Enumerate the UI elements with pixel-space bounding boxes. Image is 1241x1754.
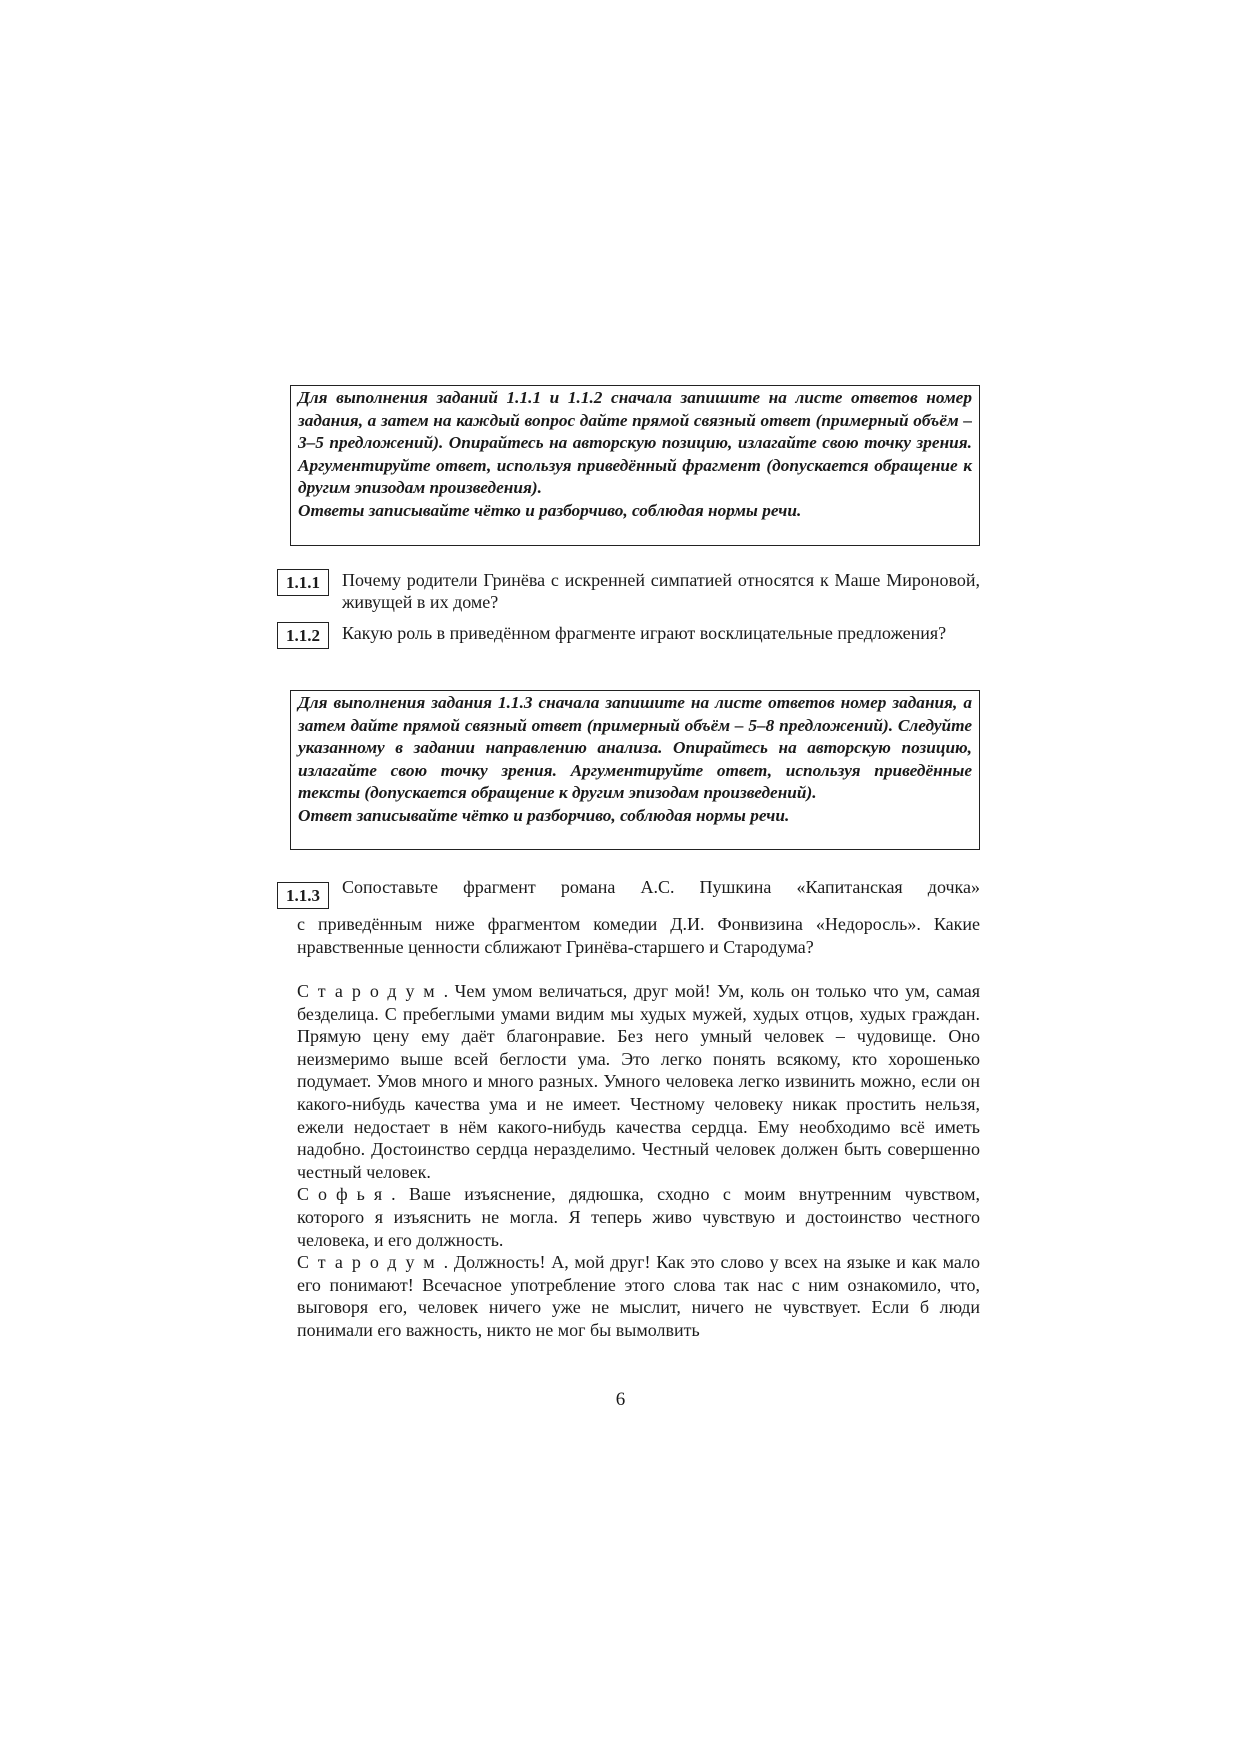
task-number-badge: 1.1.2 [277, 622, 329, 649]
task-number-badge: 1.1.1 [277, 569, 329, 596]
task-question: Какую роль в приведённом фрагменте играют восклицательные предложения? [342, 623, 947, 643]
instruction-box-2 [290, 690, 980, 850]
task-1-1-1 [277, 569, 980, 613]
speaker-name: Софья [297, 1184, 392, 1205]
task-question: Сопоставьте фрагмент романа А.С. Пушкина «Капитанская дочка» [342, 877, 980, 897]
task-1-1-3 [277, 876, 980, 905]
dialogue-line [297, 980, 980, 1183]
page-number: 6 [615, 1389, 626, 1410]
task-question-continuation: с приведённым ниже фрагментом комедии Д.И. Фонвизина «Недоросль». Какие нравственные ценности сближают Гринёва-старшего и Стародума? [297, 914, 980, 957]
task-number-badge: 1.1.3 [277, 882, 329, 909]
literary-excerpt [297, 980, 980, 1342]
instruction-text: Для выполнения задания 1.1.3 сначала запишите на листе ответов номер задания, а затем дайте прямой связный ответ (примерный объём – 5–8 предложений). Следуйте указанному в задании направлению анализа. Опирайтесь на авторскую позицию, излагайте свою точку зрения. Аргументируйте ответ, используя приведённые тексты (допускается обращение к другим эпизодам произведений). [298, 693, 972, 803]
speaker-name: Стародум [297, 981, 444, 1001]
task-question: Почему родители Гринёва с искренней симпатией относятся к Маше Мироновой, живущей в их доме? [342, 570, 980, 612]
instruction-text: Для выполнения заданий 1.1.1 и 1.1.2 сначала запишите на листе ответов номер задания, а затем на каждый вопрос дайте прямой связный ответ (примерный объём – 3–5 предложений). Опирайтесь на авторскую позицию, излагайте свою точку зрения. Аргументируйте ответ, используя приведённый фрагмент (допускается обращение к другим эпизодам произведения). [298, 388, 972, 498]
instruction-box-1 [290, 385, 980, 546]
instruction-note: Ответ записывайте чётко и разборчиво, соблюдая нормы речи. [298, 805, 790, 825]
dialogue-line [297, 1251, 980, 1341]
dialogue-line [297, 1183, 980, 1251]
speaker-text: . Должность! А, мой друг! Как это слово у всех на языке и как мало его понимают! Всечасное употребление этого слова так нас с ним ознакомило, что, выговоря его, человек ничего уже не мыслит, ничего не чувствует. Если б люди понимали его важность, никто не мог бы вымолвить [297, 1252, 980, 1340]
instruction-note: Ответы записывайте чётко и разборчиво, соблюдая нормы речи. [298, 500, 802, 520]
speaker-text: . Ваше изъяснение, дядюшка, сходно с моим внутренним чувством, которого я изъяснить не могла. Я теперь живо чувствую и достоинство честного человека, и его должность. [297, 1184, 980, 1250]
speaker-name: Стародум [297, 1252, 444, 1273]
task-1-1-2 [277, 622, 980, 644]
speaker-text: . Чем умом величаться, друг мой! Ум, коль он только что ум, самая безделица. С пребеглыми умами видим мы худых мужей, худых отцов, худых граждан. Прямую цену ему даёт благонравие. Без него умный человек – чудовище. Оно неизмеримо выше всей беглости ума. Это легко понять всякому, кто хорошенько подумает. Умов много и много разных. Умного человека легко извинить можно, если он какого-нибудь качества ума и не имеет. Честному человеку никак простить нельзя, ежели недостает в нём какого-нибудь качества сердца. Ему необходимо всё иметь надобно. Достоинство сердца неразделимо. Честный человек должен быть совершенно честный человек. [297, 981, 980, 1182]
